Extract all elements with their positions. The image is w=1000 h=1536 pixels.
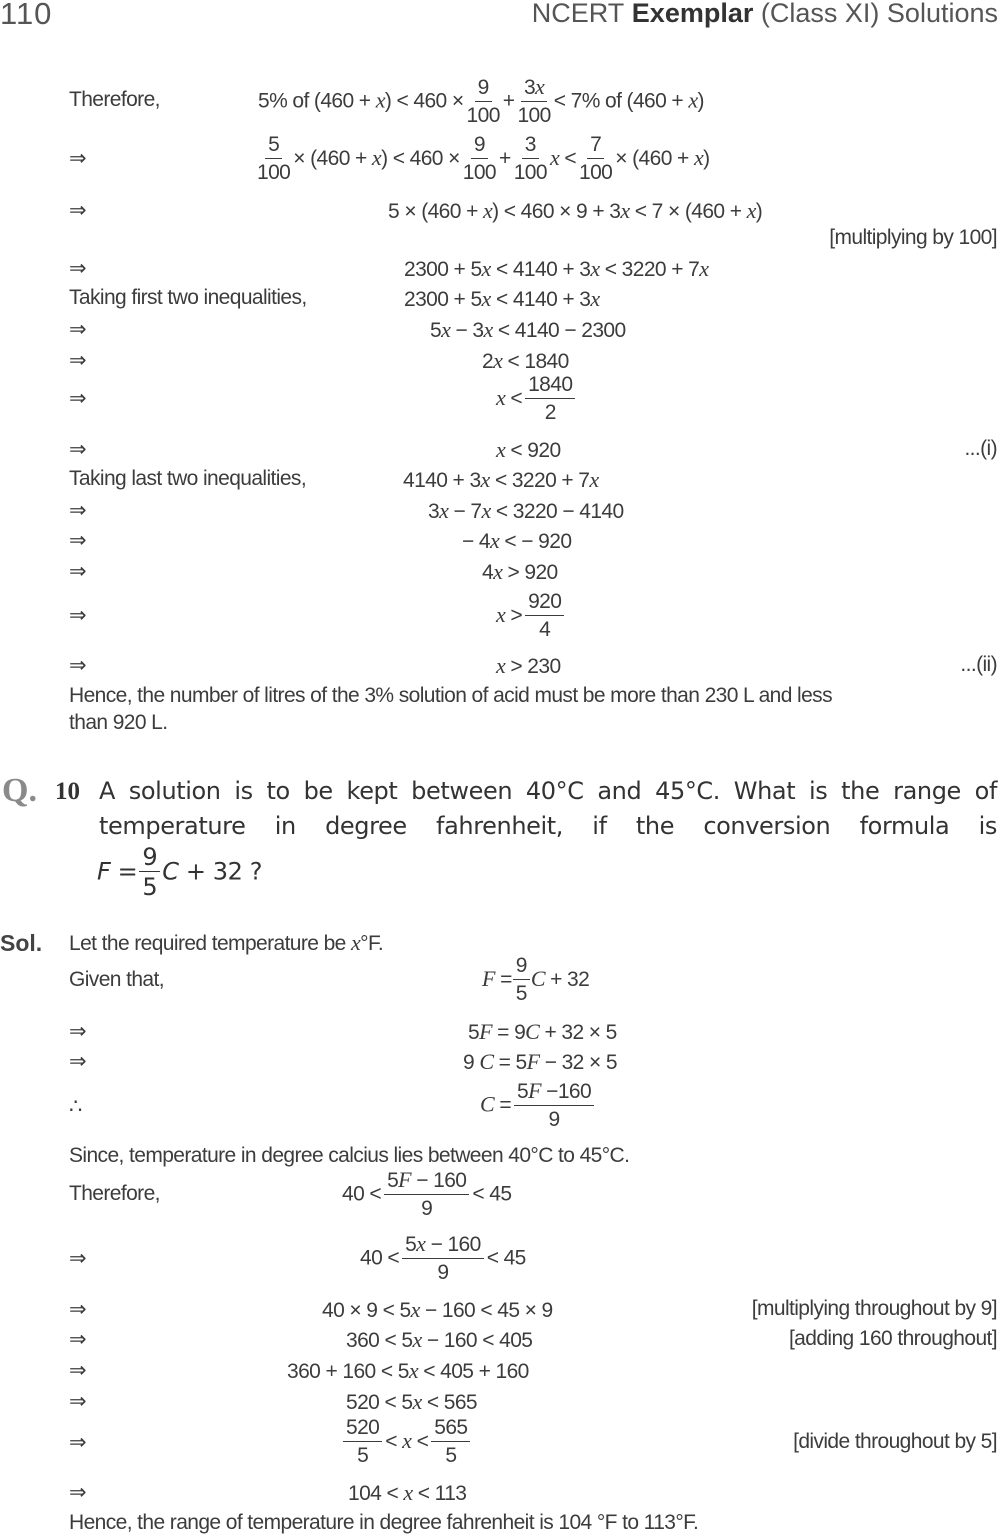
step-expr: 5 × (460 + x) < 460 × 9 + 3x < 7 × (460 + x) bbox=[388, 198, 763, 223]
step-expr: − 4x < − 920 bbox=[462, 528, 572, 553]
step-note: [adding 160 throughout] bbox=[788, 1327, 997, 1350]
step-expr: 2300 + 5x < 4140 + 3x < 3220 + 7x bbox=[404, 256, 709, 281]
implies-icon: ⇒ bbox=[69, 1328, 87, 1351]
step-note: [multiplying throughout by 9] bbox=[751, 1297, 997, 1320]
implies-icon: ⇒ bbox=[69, 318, 87, 341]
implies-icon: ⇒ bbox=[69, 1390, 87, 1413]
step-note: [divide throughout by 5] bbox=[793, 1430, 997, 1453]
implies-icon: ⇒ bbox=[69, 529, 87, 552]
step-expr: 3x − 7x < 3220 − 4140 bbox=[428, 498, 624, 523]
implies-icon: ⇒ bbox=[69, 1359, 87, 1382]
book-prefix: NCERT bbox=[531, 0, 625, 28]
implies-icon: ⇒ bbox=[69, 560, 87, 583]
step-expr: 520 < 5x < 565 bbox=[346, 1389, 477, 1414]
step-label: Taking last two inequalities, bbox=[69, 467, 307, 490]
page-number: 110 bbox=[0, 0, 53, 31]
step-expr: 40 × 9 < 5x − 160 < 45 × 9 bbox=[322, 1297, 553, 1322]
given-label: Given that, bbox=[69, 968, 164, 991]
conclusion-text-cont: than 920 L. bbox=[69, 711, 168, 734]
step-expr: 2x < 1840 bbox=[482, 348, 569, 373]
therefore-icon: ∴ bbox=[69, 1095, 83, 1118]
implies-icon: ⇒ bbox=[69, 147, 87, 170]
step-expr: x < 920 bbox=[496, 437, 561, 462]
book-bold: Exemplar bbox=[631, 0, 754, 28]
question-text-line1: A solution is to be kept between 40°C and 45°C. What is the range of bbox=[99, 777, 997, 805]
step-expr: 5F = 9C + 32 × 5 bbox=[468, 1019, 617, 1044]
implies-icon: ⇒ bbox=[69, 438, 87, 461]
step-label: Taking first two inequalities, bbox=[69, 286, 307, 309]
step-expr: 360 < 5x − 160 < 405 bbox=[346, 1327, 533, 1352]
conclusion-text: Hence, the number of litres of the 3% solution of acid must be more than 230 L and less bbox=[69, 684, 832, 707]
given-expr: F = $\frac{9}{5}$ C + 32 bbox=[482, 954, 590, 1005]
implies-icon: ⇒ bbox=[69, 1481, 87, 1504]
step-expr: 5% of (460 + x) < 460 × $\frac{9}{100}$ + $\frac{3x}{100}$ < 7% of (460 + x) bbox=[258, 74, 704, 127]
equation-tag: ...(i) bbox=[964, 437, 997, 460]
implies-icon: ⇒ bbox=[69, 1431, 87, 1454]
step-expr: x > 230 bbox=[496, 653, 561, 678]
implies-icon: ⇒ bbox=[69, 1050, 87, 1073]
solution-conclusion: Hence, the range of temperature in degree fahrenheit is 104 °F to 113°F. bbox=[69, 1511, 699, 1534]
step-expr: $\frac{5}{100}$ × (460 + x) < 460 × $\frac{9}{100}$ + $\frac{3}{100}$ x < $\frac{7}{100}$ × (460 + x) bbox=[257, 133, 710, 184]
implies-icon: ⇒ bbox=[69, 1247, 87, 1270]
equation-tag: ...(ii) bbox=[960, 653, 997, 676]
book-class: (Class XI) bbox=[760, 0, 880, 28]
step-expr: 40 < $\frac{5x - 160}{9}$ < 45 bbox=[360, 1231, 526, 1284]
step-expr: 104 < x < 113 bbox=[348, 1480, 467, 1505]
solution-marker: Sol. bbox=[0, 930, 43, 956]
implies-icon: ⇒ bbox=[69, 349, 87, 372]
question-formula: F = $\frac{9}{5}$ C + 32 ? bbox=[97, 843, 263, 901]
book-suffix: Solutions bbox=[886, 0, 998, 28]
implies-icon: ⇒ bbox=[69, 199, 87, 222]
question-number: 10 bbox=[55, 778, 80, 805]
implies-icon: ⇒ bbox=[69, 1298, 87, 1321]
since-text: Since, temperature in degree calcius lies between 40°C to 45°C. bbox=[69, 1144, 630, 1167]
solution-intro: Let the required temperature be x°F. bbox=[69, 930, 384, 955]
step-expr: 2300 + 5x < 4140 + 3x bbox=[404, 286, 600, 311]
step-expr: x > $\frac{920}{4}$ bbox=[496, 589, 567, 644]
step-expr: 360 + 160 < 5x < 405 + 160 bbox=[287, 1358, 529, 1383]
therefore-label: Therefore, bbox=[69, 1182, 160, 1205]
question-text-line2: temperature in degree fahrenheit, if the conversion formula is bbox=[99, 812, 997, 840]
therefore-expr: 40 < $\frac{5F - 160}{9}$ < 45 bbox=[342, 1167, 512, 1220]
implies-icon: ⇒ bbox=[69, 387, 87, 410]
step-label: Therefore, bbox=[69, 88, 160, 111]
step-expr: 9 C = 5F − 32 × 5 bbox=[463, 1049, 617, 1074]
implies-icon: ⇒ bbox=[69, 1020, 87, 1043]
implies-icon: ⇒ bbox=[69, 604, 87, 627]
book-title bbox=[532, 0, 998, 29]
step-expr: 5x − 3x < 4140 − 2300 bbox=[430, 317, 626, 342]
implies-icon: ⇒ bbox=[69, 654, 87, 677]
step-expr: 4x > 920 bbox=[482, 559, 558, 584]
step-expr: C = $\frac{5F -160}{9}$ bbox=[480, 1078, 597, 1134]
step-expr: 4140 + 3x < 3220 + 7x bbox=[403, 467, 599, 492]
step-expr: x < $\frac{1840}{2}$ bbox=[496, 372, 578, 427]
step-note: [multiplying by 100] bbox=[829, 226, 997, 249]
implies-icon: ⇒ bbox=[69, 499, 87, 522]
implies-icon: ⇒ bbox=[69, 257, 87, 280]
question-marker: Q. bbox=[2, 772, 37, 809]
step-expr: $\frac{520}{5}$ < x < $\frac{565}{5}$ bbox=[340, 1415, 473, 1470]
